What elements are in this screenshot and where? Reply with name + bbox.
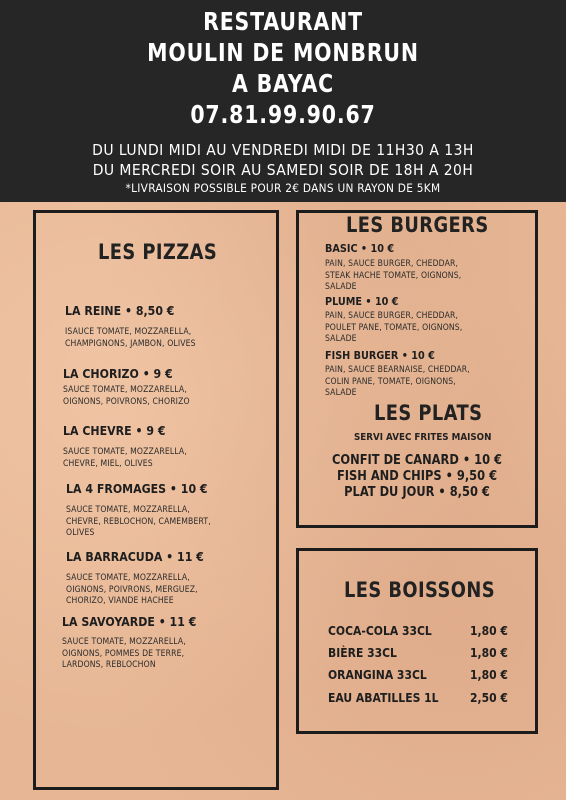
pizza-item-title: LA BARRACUDA • 11 €: [66, 549, 204, 564]
pizza-item-desc: [65, 326, 196, 349]
header-phone[interactable]: 07.81.99.90.67: [190, 100, 376, 129]
pizza-item-title: LA SAVOYARDE • 11 €: [62, 614, 197, 629]
desc-line: OLIVES: [66, 527, 95, 538]
hours-line-2: DU MERCREDI SOIR AU SAMEDI SOIR DE 18H A 20H: [92, 161, 474, 179]
header-name: MOULIN DE MONBRUN: [147, 38, 419, 67]
desc-line: ISAUCE TOMATE, MOZZARELLA,: [65, 326, 192, 336]
desc-line: SAUCE TOMATE, MOZZARELLA,: [63, 446, 187, 456]
plats-subtitle: SERVI AVEC FRITES MAISON: [354, 432, 492, 443]
desc-line: COLIN PANE, TOMATE, OIGNONS,: [325, 375, 456, 386]
desc-line: LARDONS, REBLOCHON: [62, 659, 156, 670]
plat-item: PLAT DU JOUR • 8,50 €: [344, 485, 490, 500]
burger-item-title: PLUME • 10 €: [325, 295, 399, 308]
drink-name: BIÈRE 33CL: [328, 646, 397, 660]
desc-line: SALADE: [325, 387, 357, 398]
desc-line: SALADE: [325, 333, 357, 344]
burger-item-desc: [325, 364, 470, 399]
burgers-title: LES BURGERS: [346, 213, 489, 237]
boissons-title: LES BOISSONS: [344, 578, 496, 602]
header-hours: [28, 140, 537, 180]
desc-line: SALADE: [325, 281, 357, 292]
burger-item-title: FISH BURGER • 10 €: [325, 349, 435, 362]
drink-price: 1,80 €: [470, 624, 508, 638]
pizza-item-desc: [66, 504, 211, 539]
boissons-box: [296, 548, 538, 734]
pizza-item-title: LA CHEVRE • 9 €: [63, 423, 166, 438]
header-location: A BAYAC: [231, 69, 335, 98]
pizza-item-title: LA CHORIZO • 9 €: [63, 366, 173, 381]
desc-line: POULET PANE, TOMATE, OIGNONS,: [325, 321, 463, 332]
burger-item-title: BASIC • 10 €: [325, 242, 395, 255]
drink-price: 2,50 €: [470, 691, 508, 705]
pizzas-box: [33, 210, 279, 790]
pizza-item-desc: [66, 572, 198, 607]
drink-name: EAU ABATILLES 1L: [328, 691, 439, 705]
pizza-item-desc: [63, 446, 187, 469]
desc-line: PAIN, SAUCE BEARNAISE, CHEDDAR,: [325, 364, 470, 374]
desc-line: SAUCE TOMATE, MOZZARELLA,: [66, 572, 190, 582]
header-banner: [0, 0, 566, 202]
delivery-note: *LIVRAISON POSSIBLE POUR 2€ DANS UN RAYON DE 5KM: [125, 181, 441, 195]
pizza-item-title: LA REINE • 8,50 €: [65, 303, 175, 318]
burger-item-desc: [325, 310, 462, 345]
desc-line: CHAMPIGNONS, JAMBON, OLIVES: [65, 337, 196, 348]
desc-line: CHORIZO, VIANDE HACHEE: [66, 595, 174, 606]
drink-name: COCA-COLA 33CL: [328, 624, 432, 638]
header-restaurant: RESTAURANT: [203, 7, 363, 36]
plats-title: LES PLATS: [374, 401, 483, 425]
desc-line: SAUCE TOMATE, MOZZARELLA,: [62, 636, 186, 646]
desc-line: CHEVRE, REBLOCHON, CAMEMBERT,: [66, 515, 211, 526]
header-title-block: [0, 6, 566, 130]
desc-line: PAIN, SAUCE BURGER, CHEDDAR,: [325, 310, 459, 320]
plat-item: FISH AND CHIPS • 9,50 €: [336, 469, 498, 484]
pizzas-title: LES PIZZAS: [98, 240, 218, 264]
desc-line: PAIN, SAUCE BURGER, CHEDDAR,: [325, 258, 459, 268]
pizza-item-desc: [62, 636, 186, 671]
desc-line: CHEVRE, MIEL, OLIVES: [63, 457, 153, 468]
pizza-item-title: LA 4 FROMAGES • 10 €: [66, 481, 208, 496]
hours-line-1: DU LUNDI MIDI AU VENDREDI MIDI DE 11H30 A 13H: [92, 141, 474, 159]
pizza-item-desc: [63, 384, 190, 407]
desc-line: SAUCE TOMATE, MOZZARELLA,: [66, 504, 190, 514]
burger-item-desc: [325, 258, 461, 293]
drink-price: 1,80 €: [470, 646, 508, 660]
desc-line: OIGNONS, POIVRONS, CHORIZO: [63, 395, 190, 406]
desc-line: OIGNONS, POMMES DE TERRE,: [62, 647, 185, 658]
drink-name: ORANGINA 33CL: [328, 668, 427, 682]
plat-item: CONFIT DE CANARD • 10 €: [332, 453, 502, 468]
desc-line: OIGNONS, POIVRONS, MERGUEZ,: [66, 583, 198, 594]
desc-line: SAUCE TOMATE, MOZZARELLA,: [63, 384, 187, 394]
drink-price: 1,80 €: [470, 668, 508, 682]
desc-line: STEAK HACHE TOMATE, OIGNONS,: [325, 269, 462, 280]
